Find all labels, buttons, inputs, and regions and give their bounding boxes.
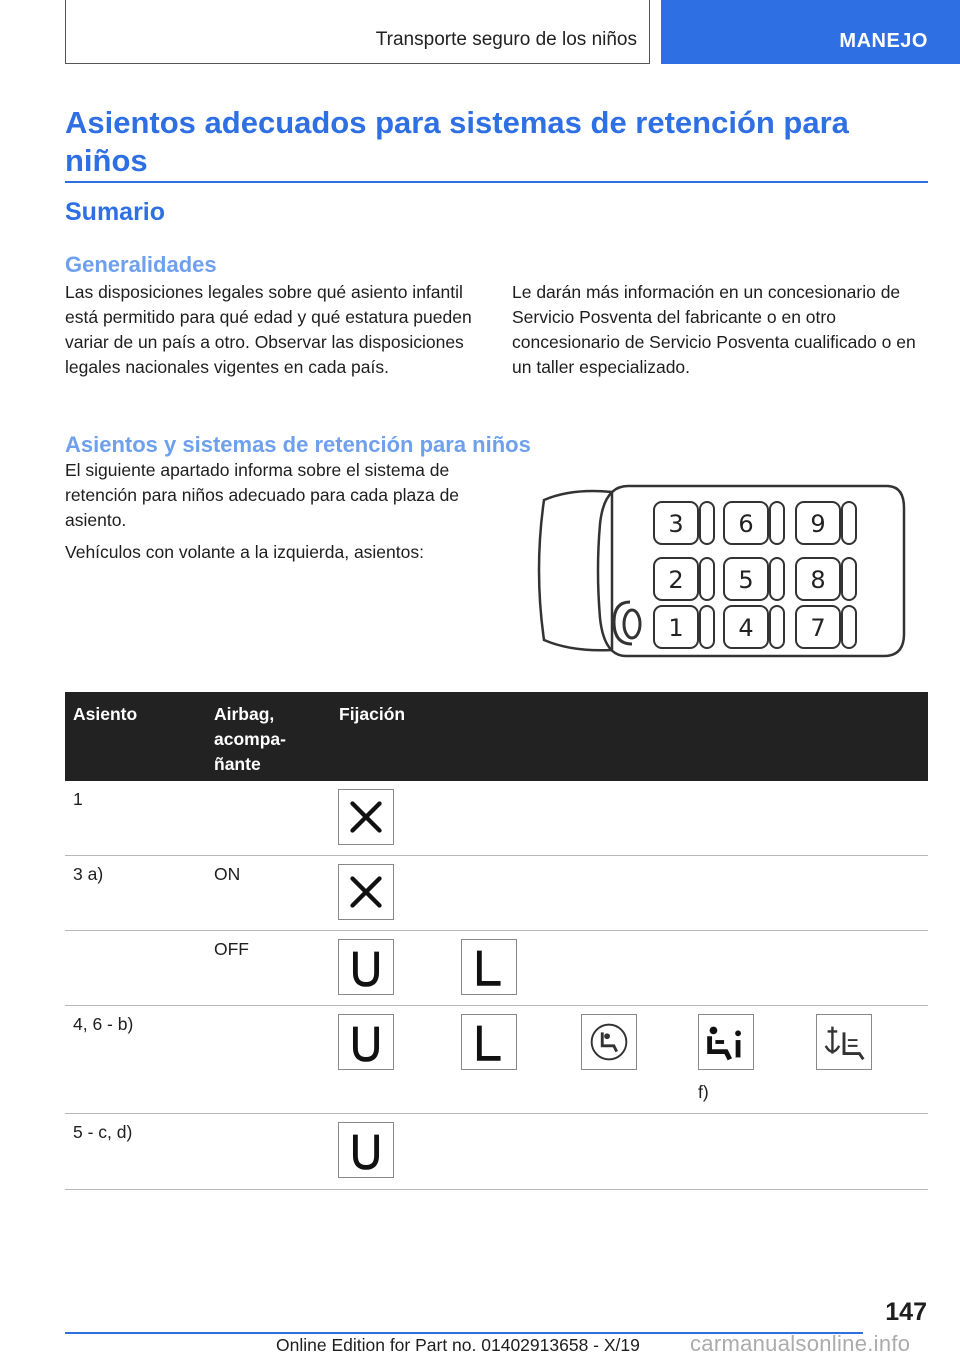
- seat-number: 5: [738, 566, 754, 594]
- toptether-icon: [816, 1014, 872, 1070]
- general-text-right: Le darán más información en un concesionario de Servicio Posventa del fabricante o en otro concesionario de Servicio Posventa cualificado o en un taller especializado.: [512, 282, 916, 377]
- footer-edition: Online Edition for Part no. 01402913658 - X/19: [276, 1335, 640, 1355]
- seat-4: [724, 606, 784, 648]
- table-row: [65, 856, 928, 931]
- seat-2: [654, 558, 714, 600]
- not-allowed-icon: [338, 864, 394, 920]
- heading-asientos: Asientos y sistemas de retención para niños: [65, 432, 531, 457]
- asientos-text-1: El siguiente apartado informa sobre el sistema de retención para niños adecuado para cada plaza de asiento.: [65, 460, 460, 530]
- table-header: [65, 692, 928, 781]
- isofix-icon: [581, 1014, 637, 1070]
- seat-6: [724, 502, 784, 544]
- seat-number: 7: [810, 614, 826, 642]
- child-seat-table: [65, 692, 928, 1190]
- seat-number: 6: [738, 510, 754, 538]
- cell-airbag: OFF: [214, 939, 249, 959]
- seat-number: 2: [668, 566, 684, 594]
- table-row: [65, 931, 928, 1006]
- seat-number: 8: [810, 566, 826, 594]
- col-header-asiento: Asiento: [73, 704, 138, 724]
- rearward-l-icon: [461, 1014, 517, 1070]
- universal-u-icon: [338, 939, 394, 995]
- seat-7: [796, 606, 856, 648]
- rearward-l-icon: [461, 939, 517, 995]
- seat-number: 3: [668, 510, 684, 538]
- watermark: carmanualsonline.info: [690, 1331, 911, 1356]
- general-text-left: Las disposiciones legales sobre qué asiento infantil está permitido para qué edad y qué estatura pueden variar de un país a otro. Observar las disposiciones legales nacionales vigentes en cada país.: [65, 282, 472, 377]
- seat-map-diagram: [532, 478, 910, 662]
- seat-3: [654, 502, 714, 544]
- title-rule: [65, 181, 928, 183]
- seat-number: 4: [738, 614, 754, 642]
- universal-u-icon: [338, 1014, 394, 1070]
- seat-9: [796, 502, 856, 544]
- table-row: [65, 1006, 928, 1114]
- isize-icon: [698, 1014, 754, 1070]
- steering-wheel-icon: [614, 602, 640, 644]
- cell-seat: 1: [73, 789, 83, 809]
- cell-airbag: ON: [214, 864, 241, 884]
- col-header-airbag: Airbag, acompañante: [214, 704, 286, 774]
- header-box: [65, 0, 650, 64]
- footnote-marker: f): [698, 1082, 709, 1102]
- seat-number: 1: [668, 614, 684, 642]
- heading-sumario: Sumario: [65, 198, 166, 226]
- seat-1: [654, 606, 714, 648]
- cell-seat: 5 - c, d): [73, 1122, 133, 1142]
- not-allowed-icon: [338, 789, 394, 845]
- chapter-tab[interactable]: [661, 0, 960, 64]
- heading-generalidades: Generalidades: [65, 252, 217, 277]
- seat-number: 9: [810, 510, 826, 538]
- page-number: 147: [885, 1298, 927, 1326]
- section-title: Transporte seguro de los niños: [375, 29, 637, 50]
- universal-u-icon: [338, 1122, 394, 1178]
- chapter-tab-label: MANEJO: [839, 30, 928, 52]
- seat-5: [724, 558, 784, 600]
- cell-seat: 4, 6 - b): [73, 1014, 134, 1034]
- table-row: [65, 1114, 928, 1190]
- table-row: [65, 781, 928, 856]
- seat-8: [796, 558, 856, 600]
- cell-seat: 3 a): [73, 864, 104, 884]
- col-header-fijacion: Fijación: [339, 704, 406, 724]
- page-title: Asientos adecuados para sistemas de retención para niños: [65, 105, 849, 178]
- asientos-text-2: Vehículos con volante a la izquierda, asientos:: [65, 542, 424, 562]
